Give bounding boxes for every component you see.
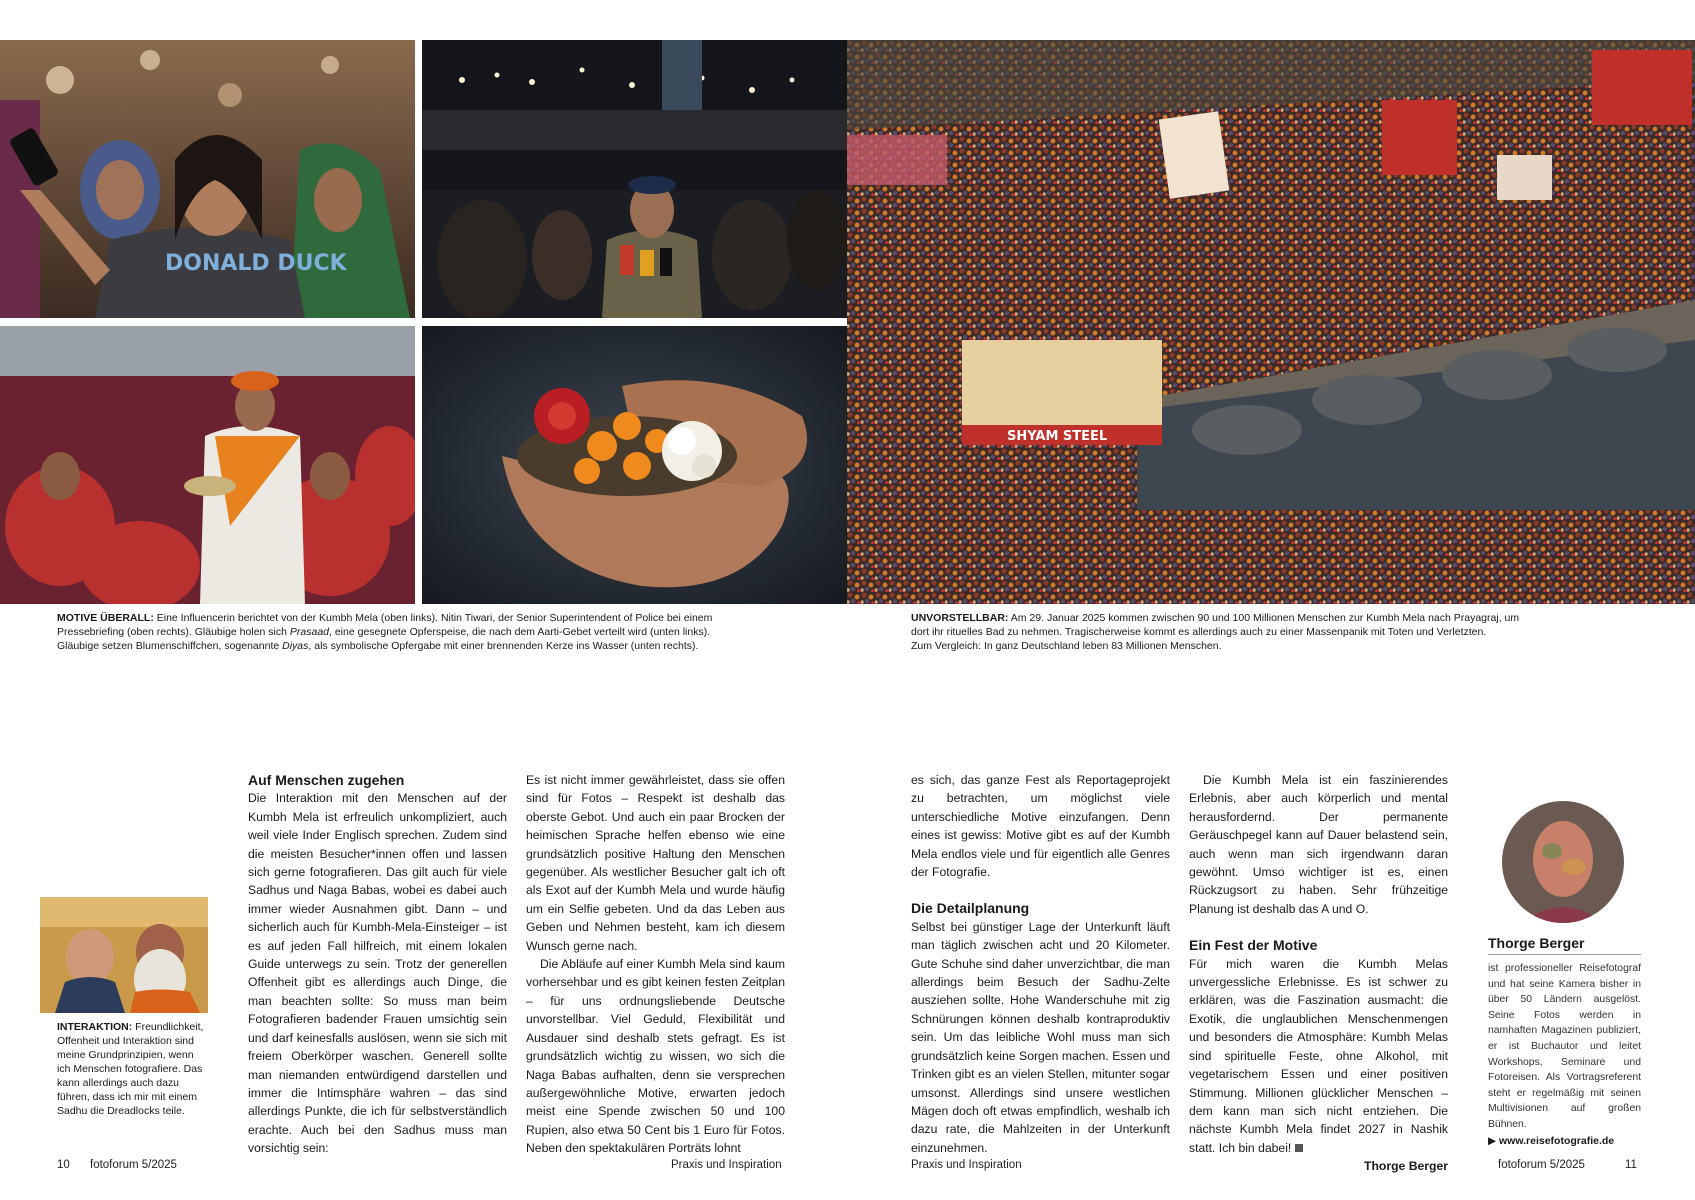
photo-prasaad [0, 326, 415, 604]
caption-interaction: INTERAKTION: Freundlichkeit, Offenheit und Interaktion sind meine Grundprinzipien, wenn ich Menschen fotografiere. Das kann allerdings auch dazu führen, dass ich mir mit einem Sadhu die Dreadlocks teile. [57, 1021, 204, 1117]
author-portrait [1502, 801, 1624, 923]
footer-section-left: Praxis und Inspiration [671, 1159, 782, 1171]
interaction-image [40, 897, 208, 1013]
footer-page-number-right: 11 [1625, 1159, 1637, 1171]
diyas-image [422, 326, 847, 604]
photo-crowd [847, 40, 1695, 604]
photo-influencer [0, 40, 415, 318]
column-3-paragraph-2: Selbst bei günstiger Lage der Unterkunft läuft man täglich zwischen acht und 20 Kilometer. Gute Schuhe sind daher unverzichtbar, die man allerdings beim Besuch der Sadhu-Zelte ausziehen sollte. Hohe Wanderschuhe mit zig Schnürungen können deshalb kontraproduktiv sein. Um das leibliche Wohl muss man sich grundsätzlich keine Sorgen machen. Essen und Trinken gibt es an vielen Stellen, mitunter sogar umsonst. Allerdings sind unsere westlichen Mägen doch oft etwas empfindlich, weshalb ich dazu rate, die Mahlzeiten in der Unterkunft einzunehmen. [911, 919, 1170, 1155]
caption-left-lead: MOTIVE ÜBERALL: [57, 612, 154, 624]
influencer-image [0, 40, 415, 318]
author-bio-text: ist professioneller Reisefotograf und hat seine Kamera bisher in über 50 Ländern ausgelöst. Seine Fotos werden in namhaften Magazinen publiziert, er ist Buchautor und leitet Workshops, Seminare und Fotoreisen. Als Vortragsreferent steht er regelmäßig mit seinen Multivisionen auf großen Bühnen. [1488, 963, 1641, 1130]
crowd-image [847, 40, 1695, 604]
column-1-paragraph: Die Interaktion mit den Menschen auf der Kumbh Mela ist erfreulich unkompliziert, auch weil viele Inder Englisch sprechen. Zudem sind die meisten Besucher*innen offen und lassen sich gerne fotografieren. Das gilt auch für viele Sadhus und Naga Babas, wobei es dabei auch immer wieder Ausnahmen gibt. Dann – und sicherlich auch für Kumbh-Mela-Einsteiger – ist es auf jeden Fall hilfreich, mit einem lokalen Guide unterwegs zu sein. Trotz der generellen Offenheit gibt es allerdings auch Dinge, die man beachten sollte: So muss man beim Fotografieren badender Frauen umsichtig sein und darf keinesfalls auslösen, wenn sie sich mit freiem Oberkörper waschen. Generell sollte man niemanden entwürdigend darstellen und immer die Intimsphäre wahren – das sind allerdings Punkte, die ich für selbstverständlich erachte. Auch bei den Sadhus muss man vorsichtig sein: [248, 791, 507, 1156]
caption-right: UNVORSTELLBAR: Am 29. Januar 2025 kommen zwischen 90 und 100 Millionen Menschen zur Kumbh Mela nach Prayagraj, um dort ihr rituelles Bad zu nehmen. Tragischerweise kommt es allerdings auch zu einer Massenpanik mit Toten und Verletzten. Zum Vergleich: In ganz Deutschland leben 83 Millionen Menschen. [911, 612, 1520, 652]
briefing-image [422, 40, 847, 318]
end-mark-icon [1295, 1144, 1303, 1152]
footer-magazine-right: fotoforum 5/2025 [1498, 1159, 1585, 1171]
shirt-text: DONALD DUCK [165, 251, 347, 276]
prasaad-image [0, 326, 415, 604]
caption-right-lead: UNVORSTELLBAR: [911, 612, 1009, 624]
author-signature: Thorge Berger [1364, 1159, 1448, 1174]
section-heading-fest-der-motive: Ein Fest der Motive [1189, 937, 1318, 954]
author-website-link[interactable]: www.reisefotografie.de [1499, 1134, 1615, 1147]
author-name: Thorge Berger [1488, 935, 1641, 955]
column-3-paragraph-1: es sich, das ganze Fest als Reportageprojekt zu betrachten, um möglichst viele unterschiedliche Motive einzufangen. Denn eines ist gewiss: Motive gibt es auf der Kumbh Mela endlos viele und für eigentlich alle Genres der Fotografie. [911, 773, 1170, 880]
photo-interaction [40, 897, 208, 1013]
column-2-paragraph-1: Es ist nicht immer gewährleistet, dass sie offen sind für Fotos – Respekt ist deshalb das oberste Gebot. Und auch ein paar Brocken der heimischen Sprache helfen ebenso wie eine grundsätzlich positive Haltung den Menschen gegenüber. Als westlicher Besucher galt ich oft als Exot auf der Kumbh Mela und wurde häufig um ein Selfie gebeten. Und da das Leben aus Geben und Nehmen besteht, kam ich diesem Wunsch gerne nach. [526, 773, 785, 953]
portrait-image [1502, 801, 1624, 923]
banner-text: SHYAM STEEL [1007, 429, 1108, 444]
article-column-3 [911, 771, 1170, 1157]
author-bio [1488, 935, 1641, 1147]
author-website[interactable] [1488, 1135, 1641, 1147]
column-2-paragraph-2: Die Abläufe auf einer Kumbh Mela sind kaum vorhersehbar und es gibt keinen festen Zeitplan – für uns ordnungsliebende Deutsche unvorstellbar. Viel Geduld, Flexibilität und Ausdauer sind deshalb stets gefragt. Es ist grundsätzlich wichtig zu wissen, wo sich die Naga Babas aufhalten, denn sie versprechen außergewöhnliche Motive, erwarten jedoch meist eine Spende zwischen 50 und 100 Rupien, also etwa 50 Cent bis 1 Euro für Fotos. Neben den spektakulären Porträts lohnt [526, 957, 785, 1156]
caption-left: MOTIVE ÜBERALL: Eine Influencerin berichtet von der Kumbh Mela (oben links). Nitin Tiwari, der Senior Superintendent of Police bei einem Pressebriefing (oben rechts). Gläubige holen sich Prasaad, eine gesegnete Opferspeise, die nach dem Aarti-Gebet verteilt wird (unten links). Gläubige setzen Blumenschiffchen, sogenannte Diyas, als symbolische Opfergabe mit einer brennenden Kerze ins Wasser (unten rechts). [57, 612, 713, 652]
arrow-right-icon: ▶ [1488, 1134, 1497, 1147]
column-4-paragraph-1: Die Kumbh Mela ist ein faszinierendes Erlebnis, aber auch körperlich und mental herausfordernd. Der permanente Geräuschpegel kann auf Dauer belastend sein, auch wenn man sich irgendwann daran gewöhnt. Umso wichtiger ist es, einen Rückzugsort zu haben. Sehr frühzeitige Planung ist deshalb das A und O. [1189, 773, 1448, 916]
footer-magazine-left: fotoforum 5/2025 [90, 1159, 177, 1171]
article-column-4 [1189, 771, 1448, 1176]
photo-diyas [422, 326, 847, 604]
photo-police-briefing [422, 40, 847, 318]
section-heading-detailplanung: Die Detailplanung [911, 900, 1030, 917]
footer-section-right: Praxis und Inspiration [911, 1159, 1022, 1171]
column-4-paragraph-2: Für mich waren die Kumbh Melas unvergessliche Erlebnisse. Es ist schwer zu erklären, was die Faszination ausmacht: die Exotik, die unglaublichen Menschenmengen und besonders die Atmosphäre: Kumbh Melas sind spirituelle Feste, ohne Alkohol, mit vegetarischem Essen und einer positiven Stimmung. Millionen glücklicher Menschen – dem kann man sich nicht entziehen. Die nächste Kumbh Mela findet 2027 in Nashik statt. Ich bin dabei! [1189, 956, 1448, 1155]
section-heading-auf-menschen-zugehen: Auf Menschen zugehen [248, 772, 405, 788]
article-column-1 [248, 771, 507, 1158]
article-column-2 [526, 771, 785, 1158]
footer-page-number-left: 10 [57, 1159, 70, 1171]
